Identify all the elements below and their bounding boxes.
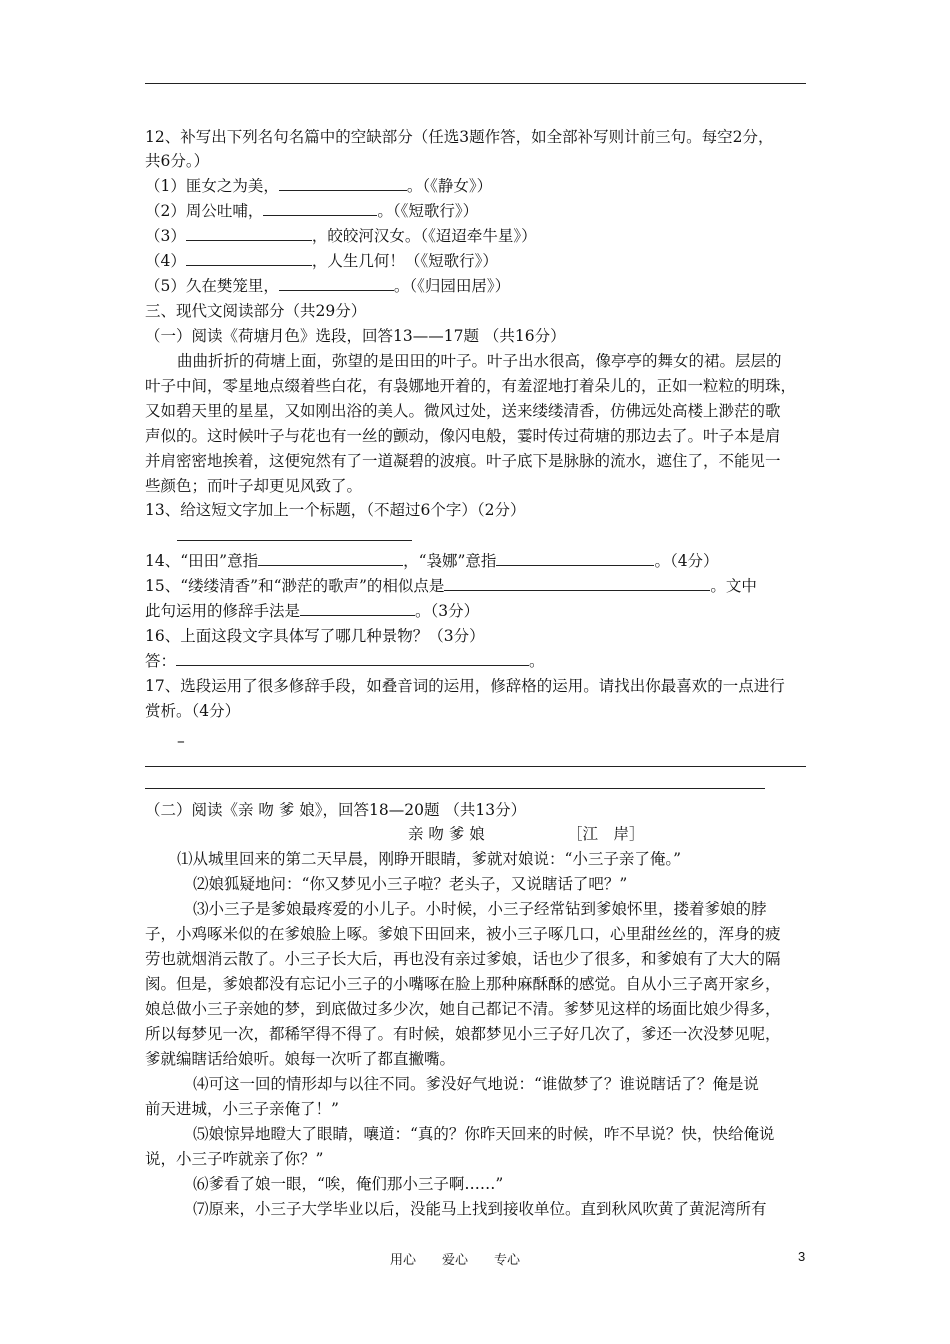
story-paragraph-line: ⑶小三子是爹娘最疼爱的小儿子。小时候，小三子经常钻到爹娘怀里，搂着爹娘的脖: [193, 900, 767, 918]
answer-blank[interactable]: [258, 551, 403, 566]
q12-item-4: [145, 250, 498, 272]
q12-item-3-source: ，皎皎河汉女。（《迢迢牵牛星》）: [311, 227, 537, 245]
passage-line: 并肩密密地挨着，这便宛然有了一道凝碧的波痕。叶子底下是脉脉的流水，遮住了，不能见一: [145, 452, 781, 470]
passage-line: 曲曲折折的荷塘上面，弥望的是田田的叶子。叶子出水很高，像亭亭的舞女的裙。层层的: [177, 352, 782, 370]
story-title: 亲 吻 爹 娘: [408, 825, 485, 843]
q17-line2: 赏析。（4分）: [145, 702, 241, 720]
story-paragraph-line: 阂。但是，爹娘都没有忘记小三子的小嘴啄在脸上那种麻酥酥的感觉。自从小三子离开家乡，: [145, 975, 781, 993]
story-paragraph-line: ⑸娘惊异地瞪大了眼睛，嚷道：“真的？你昨天回来的时候，咋不早说？快，快给俺说: [193, 1125, 775, 1143]
story-paragraph-line: 前天进城，小三子亲俺了！”: [145, 1100, 339, 1118]
q13: 13、给这短文字加上一个标题，（不超过6个字）（2分）: [145, 501, 526, 519]
passage-line: 叶子中间，零星地点缀着些白花，有袅娜地开着的，有羞涩地打着朵儿的，正如一粒粒的明珠，: [145, 377, 797, 395]
story-paragraph-line: 子，小鸡啄米似的在爹娘脸上啄。爹娘下田回来，被小三子啄几口，心里甜丝丝的，浑身的疲: [145, 925, 781, 943]
q12-item-5: [145, 275, 510, 297]
footer-motto: 用心 爱心 专心: [390, 1253, 521, 1268]
answer-blank[interactable]: [176, 651, 529, 666]
q14-text-2: ，“袅娜”意指: [403, 552, 497, 570]
section-3-title: 三、现代文阅读部分（共29分）: [145, 302, 367, 320]
q12-item-2-text: （2）周公吐哺，: [145, 202, 264, 220]
story-paragraph-line: 劳也就烟消云散了。小三子长大后，再也没有亲过爹娘，话也少了很多，和爹娘有了大大的隔: [145, 950, 781, 968]
story-paragraph-line: ⑺原来，小三子大学毕业以后，没能马上找到接收单位。直到秋风吹黄了黄泥湾所有: [193, 1200, 767, 1218]
passage-line: 又如碧天里的星星，又如刚出浴的美人。微风过处，送来缕缕清香，仿佛远处高楼上渺茫的歌: [145, 402, 781, 420]
q15-text-3: 此句运用的修辞手法是: [145, 602, 301, 620]
q12-item-4-source: ，人生几何！（《短歌行》）: [311, 252, 498, 270]
story-paragraph-line: ⑹爹看了娘一眼，“唉，俺们那小三子啊……”: [193, 1175, 504, 1193]
q12-item-1-source: 。（《静女》）: [406, 177, 493, 195]
q12-item-3-text: （3）: [145, 227, 186, 245]
q12-intro-line2: 共6分。）: [145, 152, 210, 170]
answer-blank[interactable]: [496, 551, 654, 566]
q17-dash: –: [177, 732, 185, 750]
q16-answer: [145, 650, 545, 672]
passage-line: 声似的。这时候叶子与花也有一丝的颤动，像闪电般，霎时传过荷塘的那边去了。叶子本是肩: [145, 427, 781, 445]
q17-answer-line[interactable]: [145, 788, 765, 789]
passage-line: 些颜色；而叶子却更见风致了。: [145, 477, 363, 495]
story-paragraph-line: 娘总做小三子亲她的梦，到底做过多少次，她自己都记不清。爹梦见这样的场面比娘少得多，: [145, 1000, 781, 1018]
q14-text: 14、“田田”意指: [145, 552, 259, 570]
q12-item-1: [145, 175, 492, 197]
story-paragraph-line: ⑴从城里回来的第二天早晨，刚睁开眼睛，爹就对娘说：“小三子亲了俺。”: [177, 850, 682, 868]
q12-intro-line1: 12、补写出下列名句名篇中的空缺部分（任选3题作答，如全部补写则计前三句。每空2分，: [145, 128, 774, 146]
q15-text-2: 。文中: [710, 577, 757, 595]
q17-answer-line[interactable]: [145, 766, 806, 767]
header-rule: [145, 83, 806, 84]
q15-score: 。（3分）: [415, 602, 480, 620]
q16: 16、上面这段文字具体写了哪几种景物？（3分）: [145, 627, 485, 645]
q15-text: 15、“缕缕清香”和“渺茫的歌声”的相似点是: [145, 577, 445, 595]
answer-blank[interactable]: [186, 226, 312, 241]
q12-item-2-source: 。（《短歌行》）: [377, 202, 479, 220]
part-2-title: （二）阅读《亲 吻 爹 娘》，回答18—20题 （共13分）: [145, 801, 527, 819]
answer-blank[interactable]: [186, 251, 312, 266]
answer-blank[interactable]: [444, 576, 710, 591]
q12-item-5-text: （5）久在樊笼里，: [145, 277, 279, 295]
story-paragraph-line: 说，小三子咋就亲了你？”: [145, 1150, 324, 1168]
q17-line1: 17、选段运用了很多修辞手段，如叠音词的运用，修辞格的运用。请找出你最喜欢的一点进行: [145, 677, 785, 695]
q12-item-2: [145, 200, 478, 222]
answer-blank[interactable]: [279, 176, 407, 191]
q15-line2: [145, 600, 479, 622]
q12-item-4-text: （4）: [145, 252, 186, 270]
answer-blank[interactable]: [300, 601, 415, 616]
q16-period: 。: [529, 652, 545, 670]
q13-answer-line[interactable]: [177, 540, 412, 541]
page-number: 3: [798, 1249, 806, 1264]
story-paragraph-line: 所以每梦见一次，都稀罕得不得了。有时候，娘都梦见小三子好几次了，爹还一次没梦见呢，: [145, 1025, 781, 1043]
q14-score: 。（4分）: [654, 552, 719, 570]
story-paragraph-line: ⑵娘狐疑地问：“你又梦见小三子啦？老头子，又说瞎话了吧？”: [193, 875, 628, 893]
part-1-title: （一）阅读《荷塘月色》选段，回答13——17题 （共16分）: [145, 327, 566, 345]
story-paragraph-line: 爹就编瞎话给娘听。娘每一次听了都直撇嘴。: [145, 1050, 456, 1068]
q12-item-3: [145, 225, 537, 247]
q15-line1: [145, 575, 757, 597]
answer-blank[interactable]: [263, 201, 377, 216]
story-author: ［江 岸］: [567, 825, 645, 843]
story-paragraph-line: ⑷可这一回的情形却与以往不同。爹没好气地说：“谁做梦了？谁说瞎话了？俺是说: [193, 1075, 759, 1093]
q12-item-5-source: 。（《归园田居》）: [393, 277, 511, 295]
q12-item-1-text: （1）匪女之为美，: [145, 177, 279, 195]
q16-answer-label: 答：: [145, 652, 177, 670]
q14: [145, 550, 719, 572]
answer-blank[interactable]: [279, 276, 394, 291]
